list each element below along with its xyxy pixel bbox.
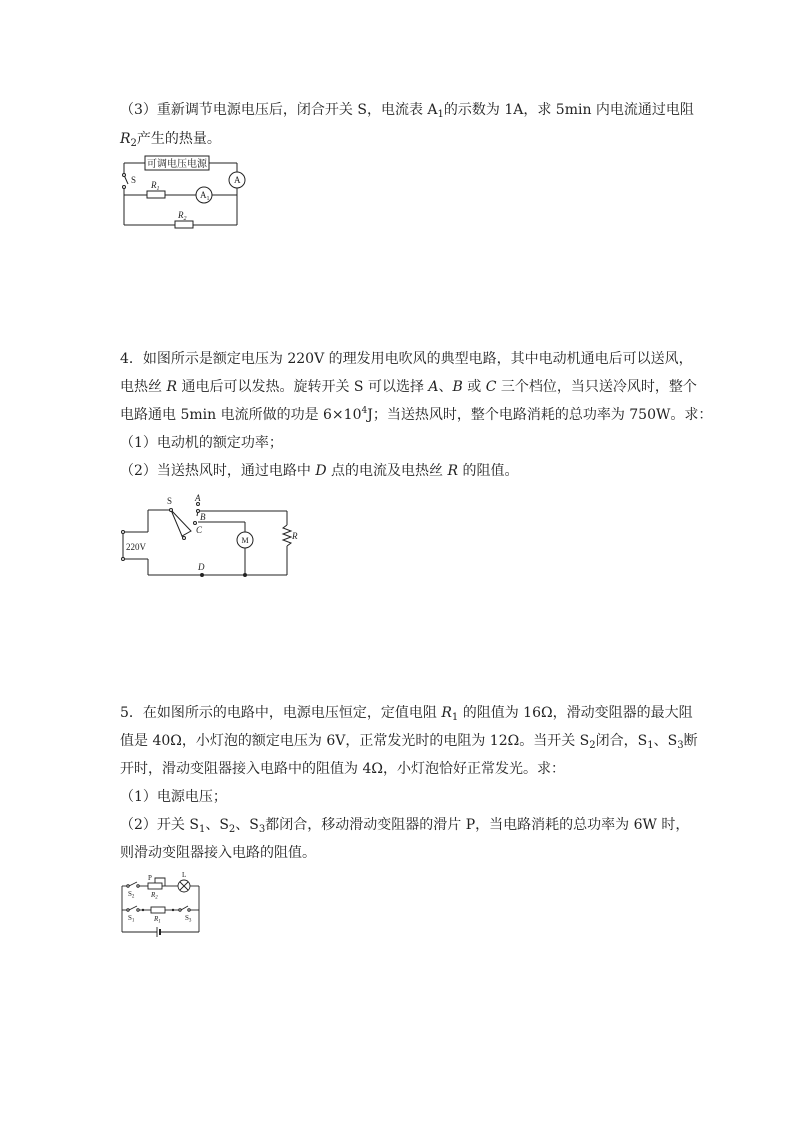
q4-line-4: （1）电动机的额定功率； bbox=[120, 435, 283, 451]
q5-line-2: 值是 40Ω，小灯泡的额定电压为 6V，正常发光时的电阻为 12Ω。当开关 $S_2$闭合，$S_1$、$S_3$断 bbox=[120, 733, 698, 751]
q4-hair-dryer-circuit bbox=[115, 490, 298, 585]
a1-label: $A_1$ bbox=[200, 190, 210, 202]
r2-label: $R_2$ bbox=[178, 210, 187, 222]
q4-line-2: 电热丝 R 通电后可以发热。旋转开关 S 可以选择 A、B 或 C 三个档位，当只送冷风时，整个 bbox=[120, 379, 697, 395]
q4-line-1: 4．如图所示是额定电压为 220V 的理发用电吹风的典型电路，其中电动机通电后可以送风， bbox=[120, 351, 693, 367]
q3-line-2: $R_2$产生的热量。 bbox=[120, 131, 221, 149]
ammeter-label: A bbox=[234, 175, 241, 185]
q5-circuit-diagram bbox=[115, 870, 210, 945]
voltage-label: 220V bbox=[126, 542, 146, 552]
contact-c-label: C bbox=[196, 525, 203, 535]
s3-label: $S_3$ bbox=[185, 914, 192, 924]
r2-label: $R_2$ bbox=[151, 891, 158, 901]
q4-line-3: 电路通电 5min 电流所做的功是 $6\times 10^4J$；当送热风时，整个电路消耗的总功率为 750W。求： bbox=[120, 406, 713, 423]
point-d-label: D bbox=[198, 562, 205, 572]
slider-p-label: P bbox=[148, 874, 152, 882]
q3-circuit-diagram bbox=[115, 150, 255, 235]
motor-label: M bbox=[241, 536, 249, 545]
q3-line-1: （3）重新调节电源电压后，闭合开关 S，电流表 $A_1$的示数为 1A，求 5min 内电流通过电阻 bbox=[120, 102, 694, 120]
contact-b-label: B bbox=[200, 512, 206, 522]
s2-label: $S_2$ bbox=[128, 890, 135, 900]
r1-label: $R_1$ bbox=[151, 180, 160, 192]
q5-line-6: 则滑动变阻器接入电路的阻值。 bbox=[120, 845, 316, 861]
source-label: 可调电压电源 bbox=[147, 159, 207, 170]
q5-line-1: 5．在如图所示的电路中，电源电压恒定，定值电阻 $R_1$ 的阻值为 16Ω，滑动变阻器的最大阻 bbox=[120, 705, 693, 723]
s1-label: $S_1$ bbox=[128, 914, 135, 924]
switch-s-label: S bbox=[167, 496, 173, 506]
heater-r-label: R bbox=[292, 531, 298, 541]
q5-line-4: （1）电源电压； bbox=[120, 789, 227, 805]
q5-line-3: 开时，滑动变阻器接入电路中的阻值为 4Ω，小灯泡恰好正常发光。求： bbox=[120, 761, 565, 777]
contact-a-label: A bbox=[195, 493, 201, 503]
lamp-l-label: L bbox=[182, 871, 187, 879]
switch-label: S bbox=[131, 175, 137, 185]
r1-label: $R_1$ bbox=[154, 915, 161, 925]
q5-line-5: （2）开关 $S_1$、$S_2$、$S_3$都闭合，移动滑动变阻器的滑片 P，当电路消耗的总功率为 6W 时， bbox=[120, 817, 690, 835]
q4-line-5: （2）当送热风时，通过电路中 D 点的电流及电热丝 R 的阻值。 bbox=[120, 463, 519, 479]
